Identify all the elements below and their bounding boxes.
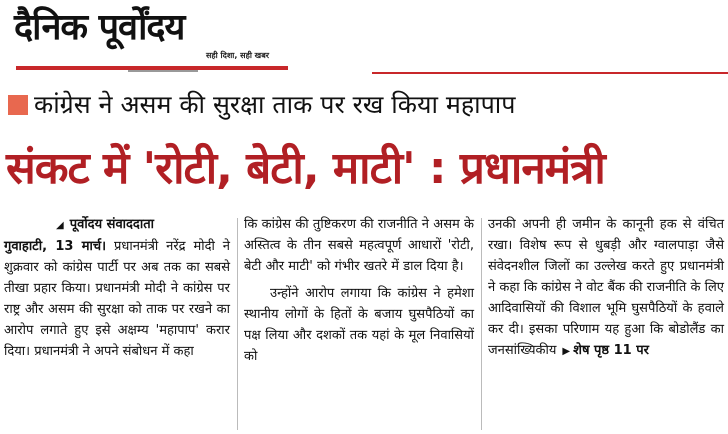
masthead xyxy=(10,6,290,72)
kicker-headline: कांग्रेस ने असम की सुरक्षा ताक पर रख किया महापाप xyxy=(34,90,516,119)
masthead-tagline: सही दिशा, सही खबर xyxy=(206,51,270,60)
byline-triangle-icon: ◢ xyxy=(56,220,64,231)
kicker-square-icon xyxy=(8,95,28,115)
byline: ◢ पूर्वोदय संवाददाता xyxy=(56,217,154,232)
article-paragraph: कि कांग्रेस की तुष्टिकरण की राजनीति ने असम के अस्तित्व के तीन सबसे महत्वपूर्ण आधारों 'रोटी, बेटी और माटी' को गंभीर खतरे में डाल दिया है। xyxy=(244,217,474,274)
dateline: गुवाहाटी, 13 मार्च। xyxy=(4,239,107,254)
column-divider xyxy=(237,218,238,430)
article-paragraph: गुवाहाटी, 13 मार्च। प्रधानमंत्री नरेंद्र मोदी ने शुक्रवार को कांग्रेस पार्टी पर अब तक का सबसे तीखा प्रहार किया। प्रधानमंत्री मोदी ने कांग्रेस पर राष्ट्र और असम की सुरक्षा को ताक पर रखने का आरोप लगाते हुए इसे अक्षम्य 'महापाप' करार दिया। प्रधानमंत्री ने अपने संबोधन में कहा xyxy=(4,239,230,359)
arrow-right-icon: ▶ xyxy=(562,346,571,357)
continued-on-page[interactable]: ▶ शेष पृष्ठ 11 पर xyxy=(562,343,649,358)
column-divider xyxy=(481,218,482,430)
article-column-3 xyxy=(488,214,724,362)
article-paragraph: उन्होंने आरोप लगाया कि कांग्रेस ने हमेशा स्थानीय लोगों के हितों के बजाय घुसपैठियों का पक्ष लिया और दशकों तक यहां के मूल निवासियों को xyxy=(244,286,474,364)
newspaper-logo: दैनिक पूर्वदय xyxy=(14,7,185,48)
masthead-subrule xyxy=(128,70,198,72)
article-paragraph: उनकी अपनी ही जमीन के कानूनी हक से वंचित रखा। विशेष रूप से धुबड़ी और ग्वालपाड़ा जैसे संवेदनशील जिलों का उल्लेख करते हुए प्रधानमंत्री ने कहा कि कांग्रेस ने वोट बैंक की राजनीति के लिए आदिवासियों की विशाल भूमि घुसपैठियों के हवाले कर दी। इसका परिणाम यह हुआ कि बोडोलैंड का जनसांख्यिकीय ▶ शेष पृष्ठ 11 पर xyxy=(488,217,724,358)
article-column-2 xyxy=(244,214,474,367)
header-divider xyxy=(372,72,728,74)
main-headline: संकट में 'रोटी, बेटी, माटी' : प्रधानमंत्री xyxy=(6,143,605,194)
article-column-1 xyxy=(4,214,230,362)
